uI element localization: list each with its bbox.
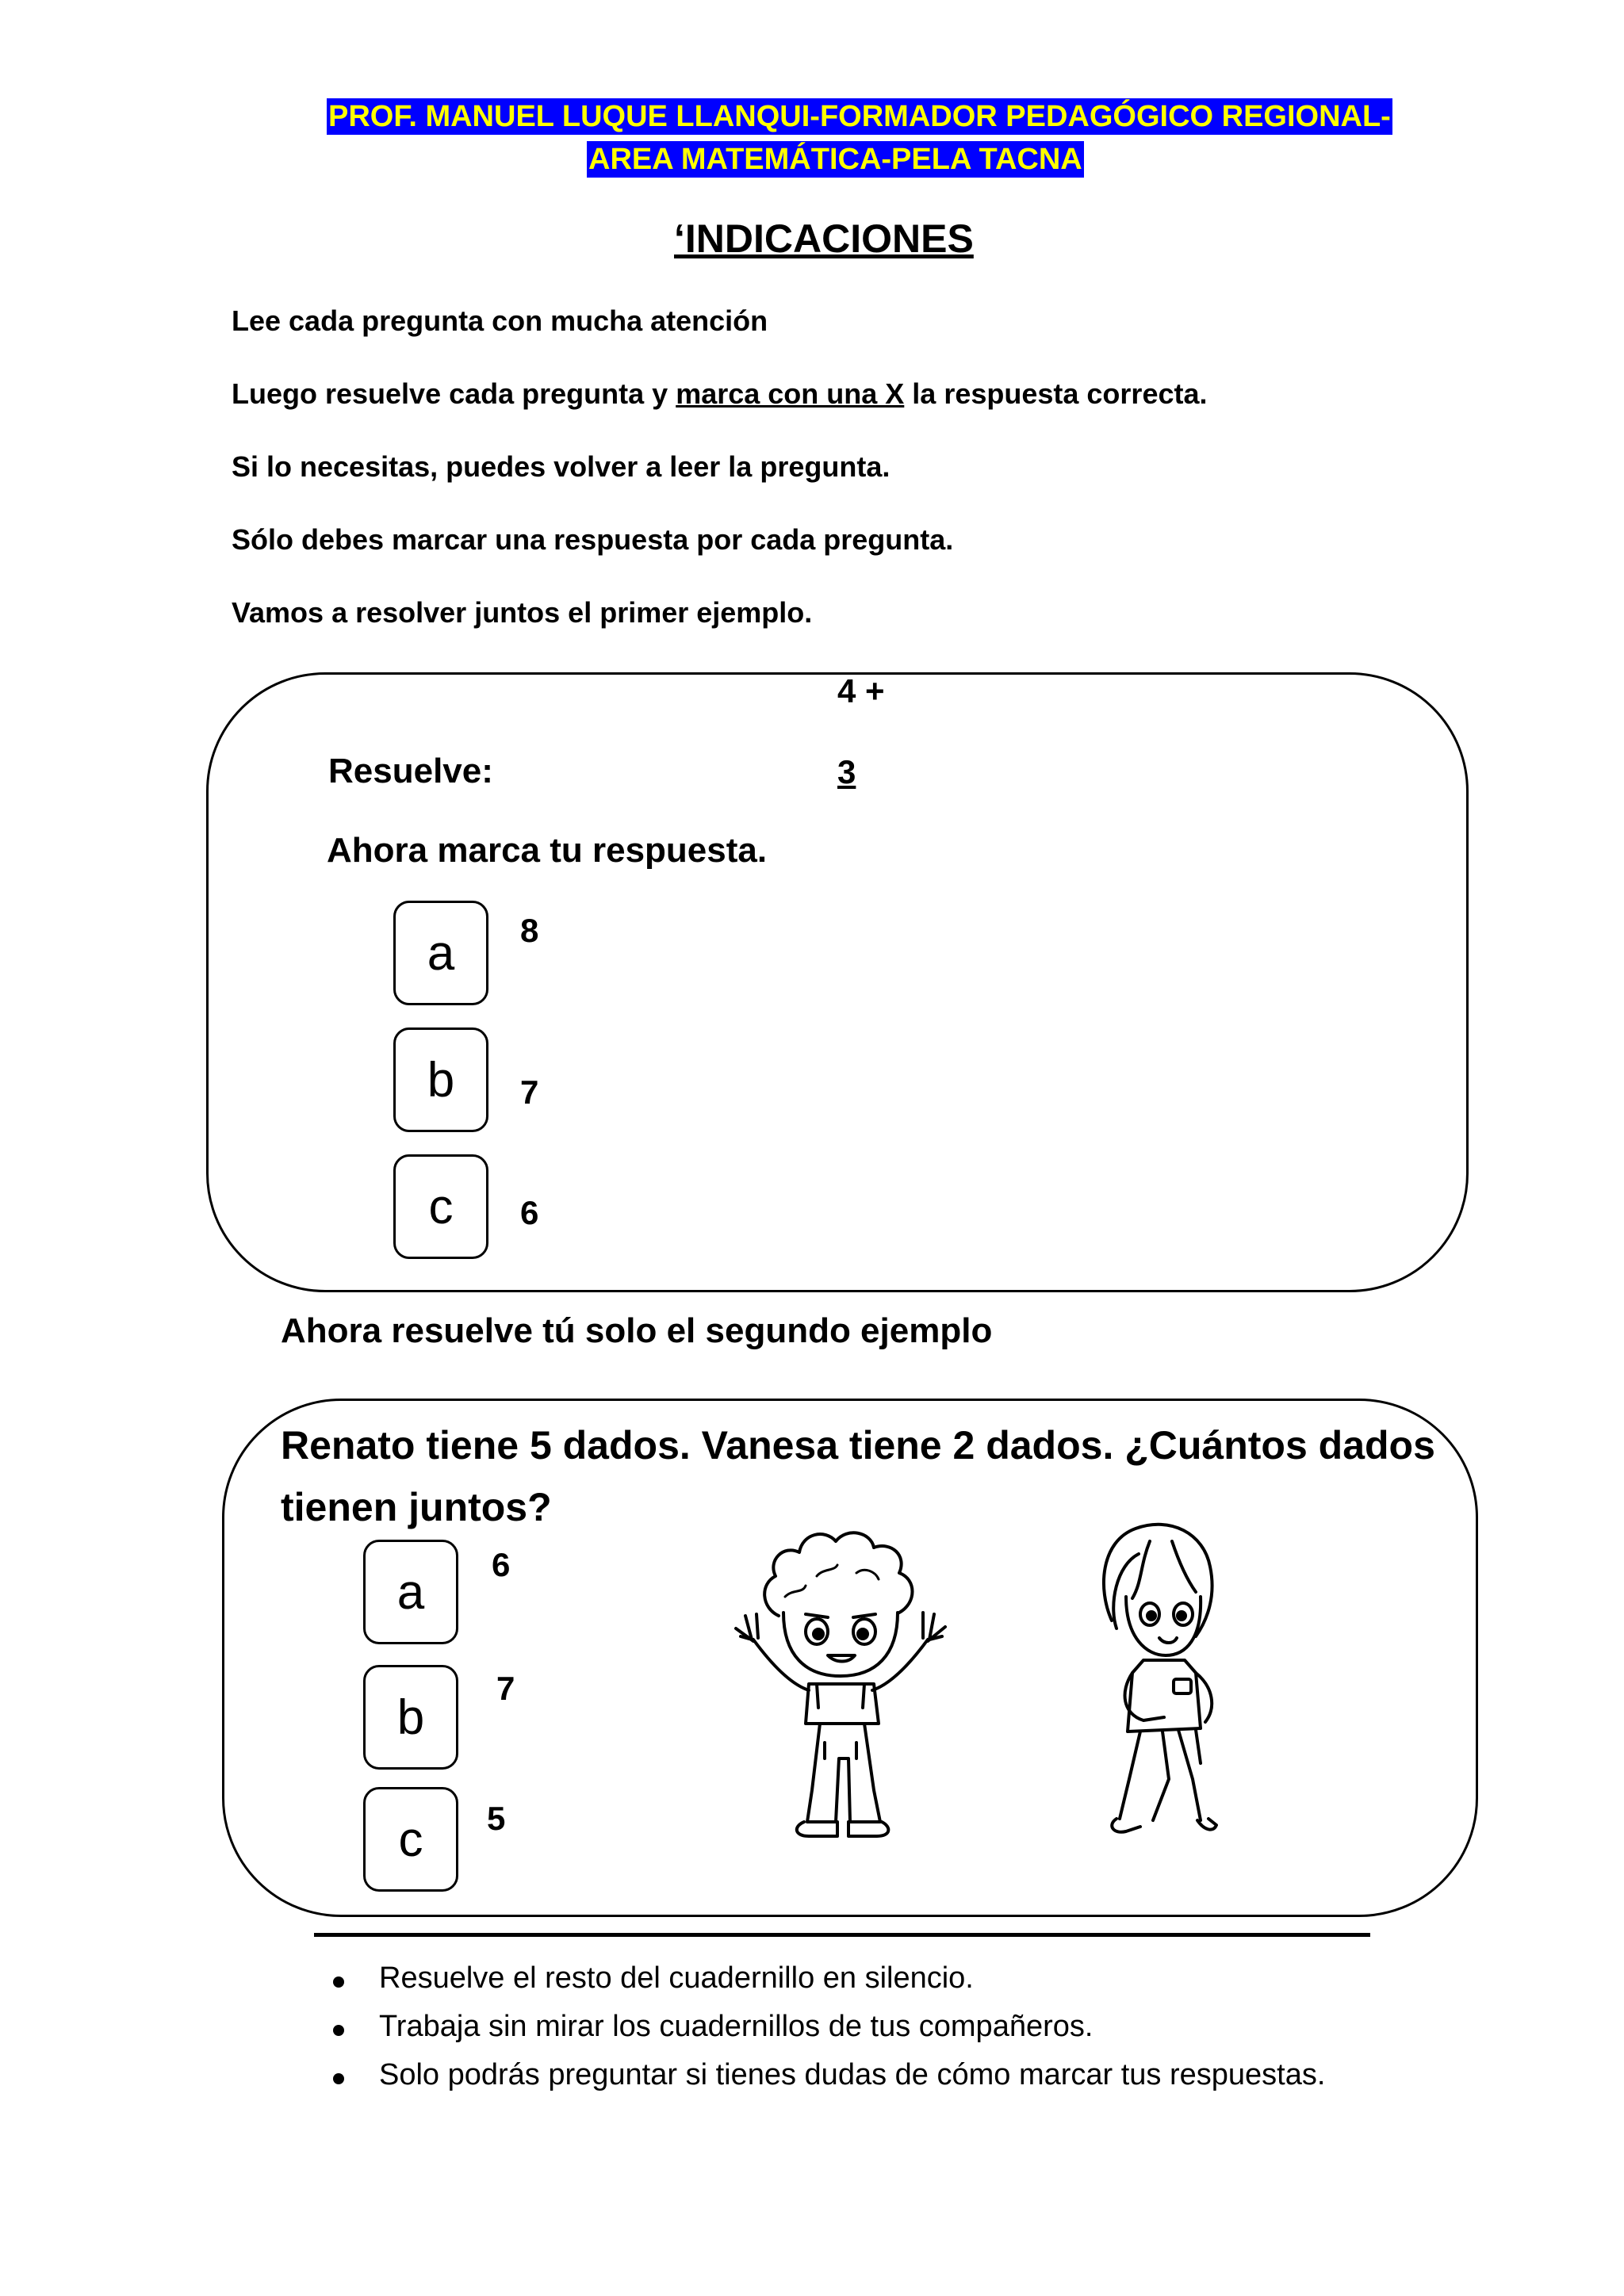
option-2c-value: 5 [487, 1800, 506, 1837]
second-example-intro: Ahora resuelve tú solo el segundo ejemplo [281, 1311, 993, 1350]
instruction-5: Vamos a resolver juntos el primer ejemplo. [232, 596, 813, 629]
header-line-1: PROF. MANUEL LUQUE LLANQUI-FORMADOR PEDAGÓGICO REGIONAL- [328, 100, 1391, 133]
option-b-box[interactable]: b [393, 1027, 488, 1132]
resuelve-label: Resuelve: [328, 752, 493, 790]
girl-illustration [1077, 1510, 1235, 1843]
option-a-box[interactable]: a [393, 901, 488, 1005]
option-c-value: 6 [520, 1194, 539, 1231]
bullet-1: Resuelve el resto del cuadernillo en silencio. [379, 1961, 974, 1995]
page-title: ‘INDICACIONES [674, 216, 974, 261]
header-line-2: AREA MATEMÁTICA-PELA TACNA [588, 143, 1082, 176]
question-2-line-1: Renato tiene 5 dados. Vanesa tiene 2 dados. ¿Cuántos dados [281, 1423, 1435, 1468]
instruction-4: Sólo debes marcar una respuesta por cada pregunta. [232, 523, 954, 556]
option-2a-box[interactable]: a [363, 1540, 458, 1644]
bullet-dot-3 [333, 2073, 344, 2084]
instruction-3: Si lo necesitas, puedes volver a leer la pregunta. [232, 450, 891, 483]
operand-bottom: 3 [837, 753, 856, 790]
bullet-3: Solo podrás preguntar si tienes dudas de cómo marcar tus respuestas. [379, 2058, 1326, 2091]
instruction-2: Luego resuelve cada pregunta y marca con una X la respuesta correcta. [232, 377, 1208, 410]
boy-illustration [730, 1521, 952, 1846]
option-2b-value: 7 [496, 1670, 515, 1707]
option-c-box[interactable]: c [393, 1154, 488, 1259]
option-2b-box[interactable]: b [363, 1665, 458, 1770]
answer-prompt: Ahora marca tu respuesta. [327, 831, 768, 870]
bullet-2: Trabaja sin mirar los cuadernillos de tus compañeros. [379, 2010, 1094, 2043]
operand-top: 4 + [837, 672, 885, 710]
option-2a-value: 6 [492, 1546, 511, 1583]
instruction-1: Lee cada pregunta con mucha atención [232, 304, 768, 337]
separator-line [314, 1933, 1370, 1937]
bullet-dot-2 [333, 2025, 344, 2036]
question-2-line-2: tienen juntos? [281, 1485, 552, 1529]
option-a-value: 8 [520, 912, 539, 949]
option-b-value: 7 [520, 1073, 539, 1111]
bullet-dot-1 [333, 1976, 344, 1988]
option-2c-box[interactable]: c [363, 1787, 458, 1892]
question-2 [281, 1414, 1454, 1538]
